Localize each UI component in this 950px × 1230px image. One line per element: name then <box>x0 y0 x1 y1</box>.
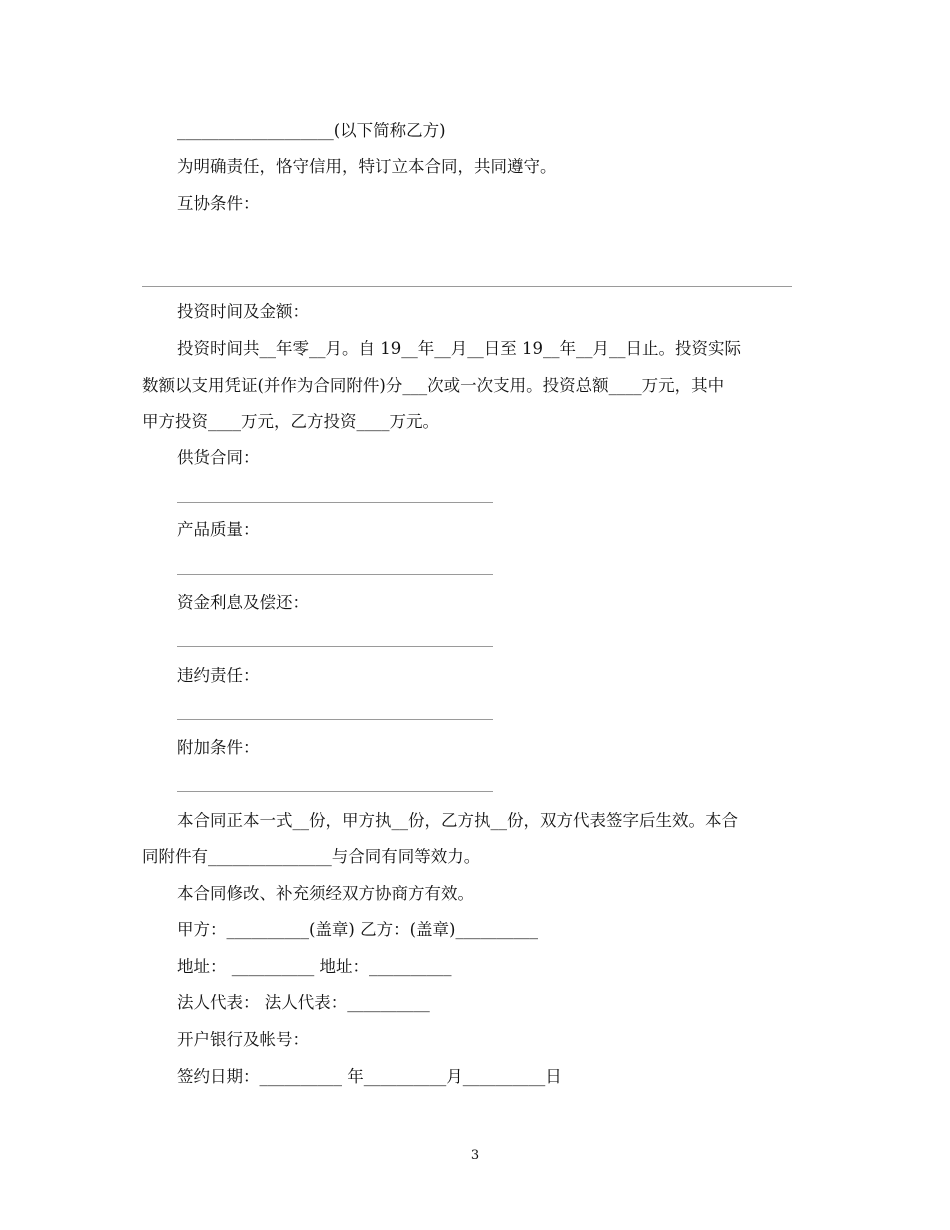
heading-interest-repayment: 资金利息及偿还： <box>177 593 309 612</box>
heading-additional-terms: 附加条件： <box>177 738 260 757</box>
heading-cooperation-terms: 互协条件： <box>177 194 260 213</box>
copies-paragraph-line-2: 同附件有_______________与合同有同等效力。 <box>142 847 481 866</box>
blank-interest-repayment <box>177 646 493 647</box>
section-divider <box>142 286 792 287</box>
party-seals-line: 甲方：__________(盖章) 乙方：(盖章)__________ <box>177 920 538 939</box>
blank-supply-contract <box>177 502 493 503</box>
legal-representative-line: 法人代表： 法人代表：__________ <box>177 993 430 1012</box>
party-b-line: ___________________(以下简称乙方) <box>177 121 446 140</box>
investment-paragraph-line-1: 投资时间共__年零__月。自 19__年__月__日至 19__年__月__日止。投资实际 <box>177 339 741 358</box>
signing-date-line: 签约日期：__________ 年__________月__________日 <box>177 1067 562 1086</box>
page-number: 3 <box>470 1148 480 1163</box>
heading-supply-contract: 供货合同： <box>177 448 260 467</box>
blank-product-quality <box>177 574 493 575</box>
investment-paragraph-line-2: 数额以支用凭证(并作为合同附件)分___次或一次支用。投资总额____万元，其中 <box>142 376 725 395</box>
heading-investment: 投资时间及金额： <box>177 302 309 321</box>
blank-breach-liability <box>177 719 493 720</box>
investment-paragraph-line-3: 甲方投资____万元，乙方投资____万元。 <box>142 412 439 431</box>
amendment-line: 本合同修改、补充须经双方协商方有效。 <box>177 884 474 903</box>
bank-account-line: 开户银行及帐号： <box>177 1030 309 1049</box>
purpose-line: 为明确责任，恪守信用，特订立本合同，共同遵守。 <box>177 157 557 176</box>
blank-additional-terms <box>177 791 493 792</box>
address-line: 地址： __________ 地址：__________ <box>177 957 452 976</box>
copies-paragraph-line-1: 本合同正本一式__份，甲方执__份，乙方执__份，双方代表签字后生效。本合 <box>177 811 738 830</box>
heading-breach-liability: 违约责任： <box>177 666 260 685</box>
heading-product-quality: 产品质量： <box>177 520 260 539</box>
